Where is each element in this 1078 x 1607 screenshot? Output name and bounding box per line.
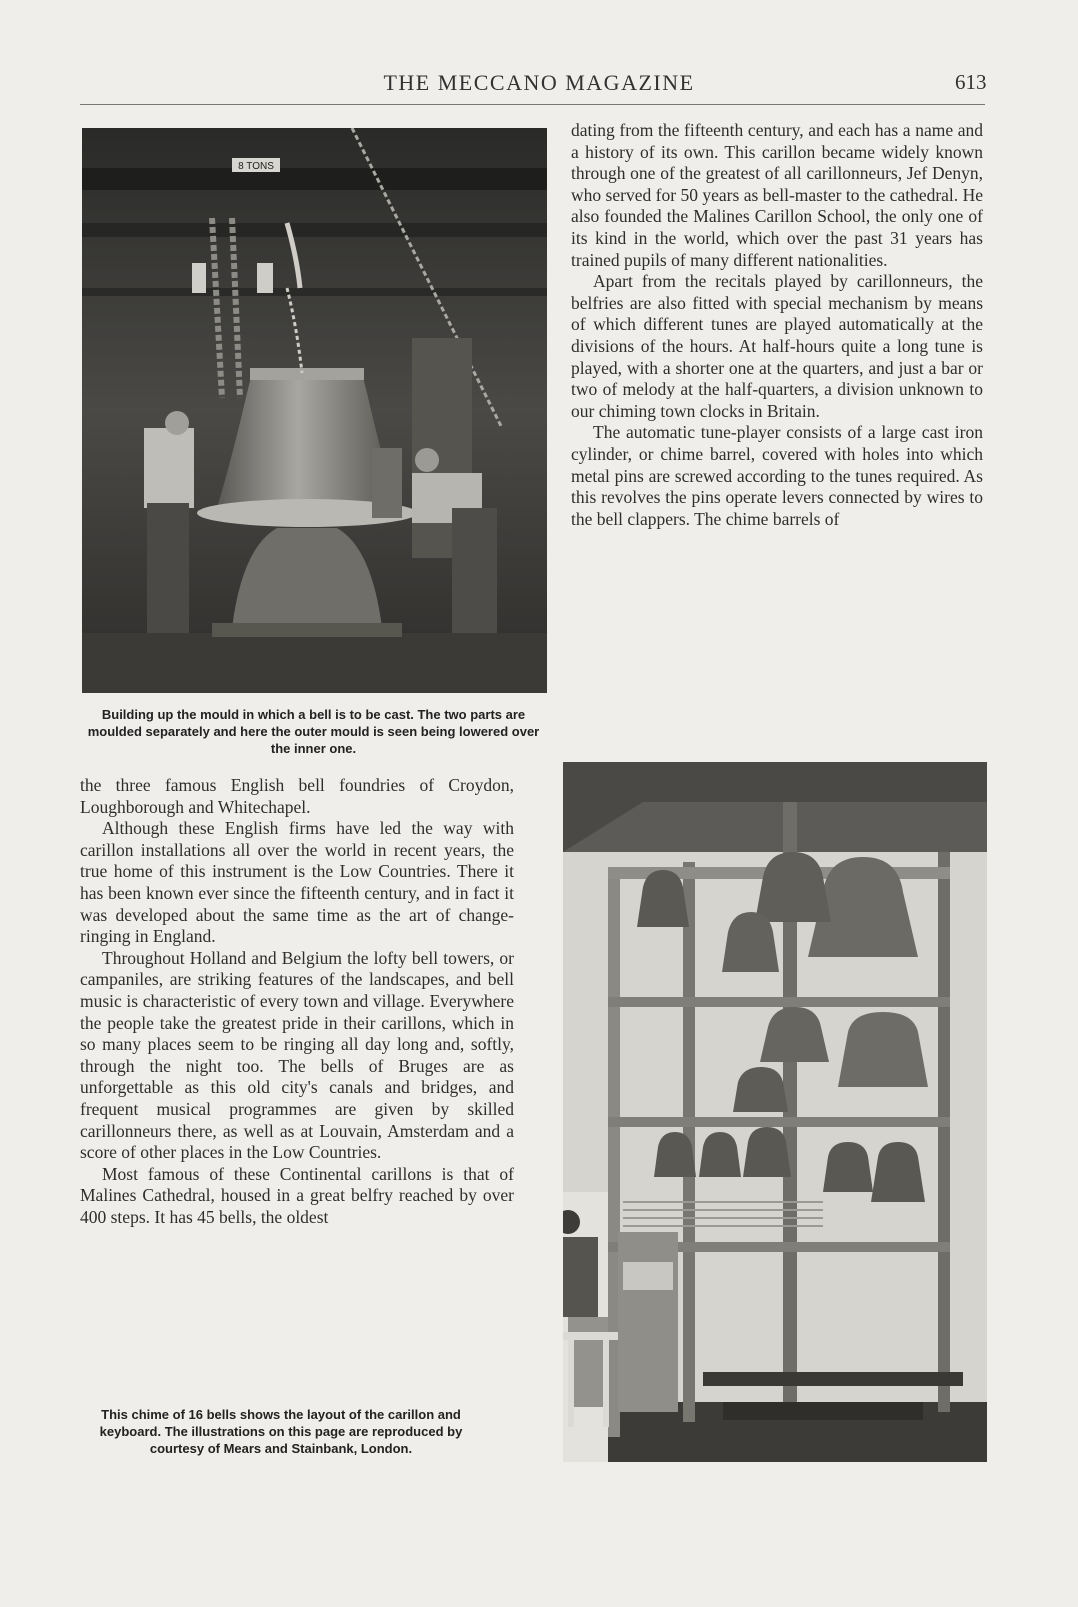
- header-rule: [80, 104, 985, 105]
- magazine-title: THE MECCANO MAGAZINE: [383, 70, 695, 95]
- right-column-text: [571, 120, 983, 530]
- paragraph: dating from the fifteenth century, and each has a name and a history of its own. This carillon became widely known through one of the greatest of all carillonneurs, Jef Denyn, who served for 50 years as bell-master to the cathedral. He also founded the Malines Carillon School, the only one of its kind in the world, which over the past 31 years has trained pupils of many different nationalities.: [571, 120, 983, 270]
- paragraph: Apart from the recitals played by carillonneurs, the belfries are also fitted with special mechanism by means of which different tunes are played automatically at the divisions of the hours. At half-hours quite a long tune is played, with a shorter one at the quarters, and just a bar or two of melody at the half-quarters, a division unknown to our chiming town clocks in Britain.: [571, 271, 983, 421]
- paragraph: The automatic tune-player consists of a large cast iron cylinder, or chime barrel, covered with holes into which metal pins are screwed according to the tunes required. As this revolves the pins operate levers connected by wires to the bell clappers. The chime barrels of: [571, 422, 983, 529]
- paragraph: Most famous of these Continental carillons is that of Malines Cathedral, housed in a great belfry reached by over 400 steps. It has 45 bells, the oldest: [80, 1163, 514, 1227]
- paragraph: Although these English firms have led the way with carillon installations all over the world in recent years, the true home of this instrument is the Low Countries. There it has been known ever since the fifteenth century, and in fact it was developed about the same time as the art of change-ringing in England.: [80, 818, 514, 947]
- top-photo-caption: Building up the mould in which a bell is to be cast. The two parts are moulded separately and here the outer mould is seen being lowered over the inner one.: [87, 707, 540, 756]
- left-column-text: [80, 775, 514, 1228]
- crane-sign: 8 TONS: [238, 161, 274, 172]
- bell-mould-photo: [82, 128, 547, 693]
- carillon-photo: [563, 762, 987, 1462]
- bottom-photo-caption: This chime of 16 bells shows the layout of the carillon and keyboard. The illustrations on this page are reproduced by courtesy of Mears and Stainbank, London.: [99, 1407, 463, 1456]
- page-number: 613: [955, 70, 987, 94]
- paragraph: Throughout Holland and Belgium the lofty bell towers, or campaniles, are striking features of the landscapes, and bell music is characteristic of every town and village. Everywhere the people take the greatest pride in their carillons, which in so many places seem to be ringing all day long and, softly, through the night too. The bells of Bruges are as unforgettable as this old city's canals and bridges, and frequent musical programmes are given by skilled carillonneurs there, as well as at Louvain, Amsterdam and a score of other places in the Low Countries.: [80, 947, 514, 1163]
- paragraph: the three famous English bell foundries of Croydon, Loughborough and Whitechapel.: [80, 775, 514, 817]
